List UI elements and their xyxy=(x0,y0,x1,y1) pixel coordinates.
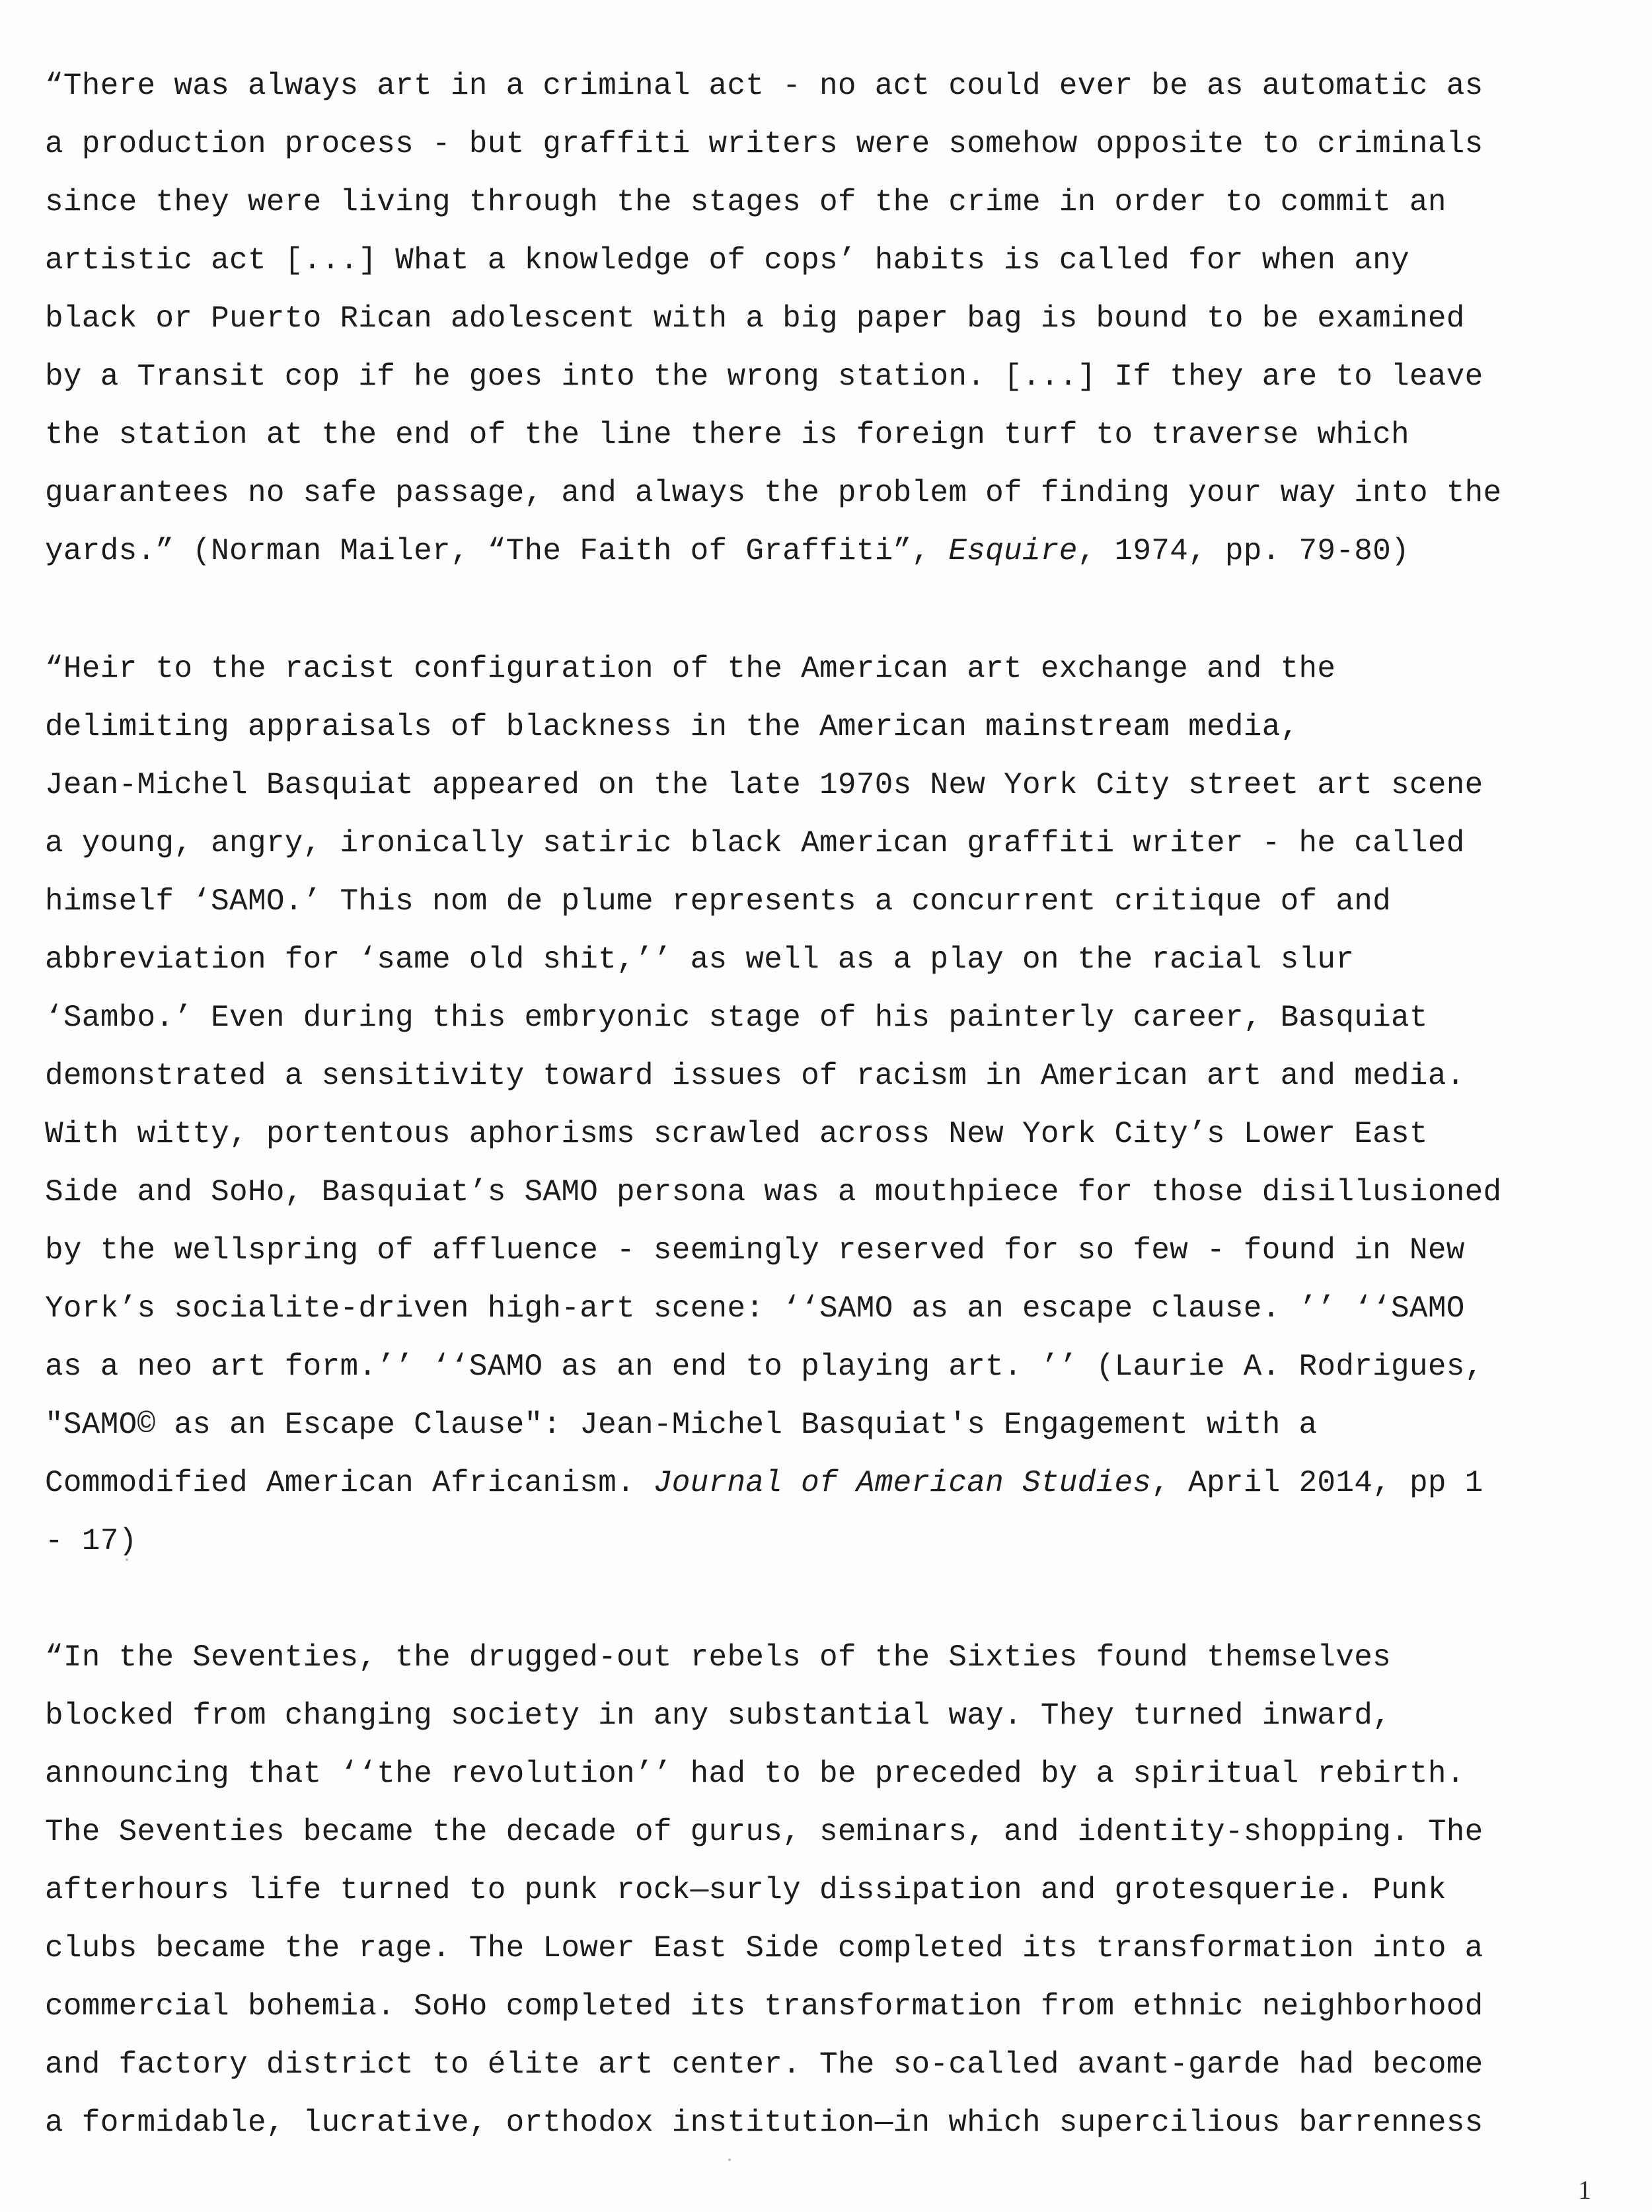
text-line: afterhours life turned to punk rock—surly dissipation and grotesquerie. Punk xyxy=(45,1873,1446,1907)
citation-text: Commodified American Africanism. xyxy=(45,1466,654,1500)
text-line: commercial bohemia. SoHo completed its transformation from ethnic neighborhood xyxy=(45,1989,1483,2024)
text-line: and factory district to élite art center. The so-called avant-garde had become xyxy=(45,2047,1483,2082)
citation-text: yards.” (Norman Mailer, “The Faith of Graffiti”, xyxy=(45,534,949,568)
text-line: by the wellspring of affluence - seemingly reserved for so few - found in New xyxy=(45,1233,1465,1268)
text-line: a young, angry, ironically satiric black American graffiti writer - he called xyxy=(45,826,1465,860)
text-line: delimiting appraisals of blackness in the American mainstream media, xyxy=(45,710,1299,744)
citation-line xyxy=(45,522,1501,580)
paragraph-rodrigues-quote xyxy=(45,640,1501,1570)
text-line: guarantees no safe passage, and always the problem of finding your way into the xyxy=(45,476,1502,510)
text-line: - 17) xyxy=(45,1524,137,1558)
paragraph-mailer-quote xyxy=(45,57,1501,580)
text-line: Side and SoHo, Basquiat’s SAMO persona was a mouthpiece for those disillusioned xyxy=(45,1175,1502,1209)
text-line: announcing that ‘‘the revolution’’ had to be preceded by a spiritual rebirth. xyxy=(45,1757,1465,1791)
text-line: blocked from changing society in any substantial way. They turned inward, xyxy=(45,1698,1392,1733)
citation-text: , April 2014, pp 1 xyxy=(1151,1466,1483,1500)
text-line: The Seventies became the decade of gurus, seminars, and identity-shopping. The xyxy=(45,1815,1483,1849)
text-line: demonstrated a sensitivity toward issues of racism in American art and media. xyxy=(45,1059,1465,1093)
citation-source-title: Esquire xyxy=(948,534,1078,568)
citation-source-title: Journal of American Studies xyxy=(653,1466,1152,1500)
text-line: abbreviation for ‘same old shit,’’ as well as a play on the racial slur xyxy=(45,942,1355,977)
text-line: black or Puerto Rican adolescent with a big paper bag is bound to be examined xyxy=(45,301,1465,336)
text-line: “In the Seventies, the drugged-out rebels of the Sixties found themselves xyxy=(45,1640,1392,1675)
text-line: With witty, portentous aphorisms scrawled across New York City’s Lower East xyxy=(45,1117,1428,1151)
text-line: Jean-Michel Basquiat appeared on the late 1970s New York City street art scene xyxy=(45,768,1483,802)
text-line: as a neo art form.’’ ‘‘SAMO as an end to playing art. ’’ (Laurie A. Rodrigues, xyxy=(45,1350,1483,1384)
scan-speck xyxy=(728,2158,731,2161)
paragraph-seventies-quote xyxy=(45,1628,1483,2152)
text-line: the station at the end of the line there is foreign turf to traverse which xyxy=(45,418,1409,452)
text-line: York’s socialite-driven high-art scene: ‘‘SAMO as an escape clause. ’’ ‘‘SAMO xyxy=(45,1291,1465,1326)
text-line: “Heir to the racist configuration of the American art exchange and the xyxy=(45,652,1336,686)
text-line: a production process - but graffiti writers were somehow opposite to criminals xyxy=(45,127,1483,161)
text-line: "SAMO© as an Escape Clause": Jean-Michel Basquiat's Engagement with a xyxy=(45,1408,1318,1442)
text-line: artistic act [...] What a knowledge of cops’ habits is called for when any xyxy=(45,243,1409,278)
text-line: clubs became the rage. The Lower East Side completed its transformation into a xyxy=(45,1931,1483,1965)
citation-line xyxy=(45,1454,1501,1512)
text-line: since they were living through the stages of the crime in order to commit an xyxy=(45,185,1446,219)
text-line: himself ‘SAMO.’ This nom de plume represents a concurrent critique of and xyxy=(45,884,1392,919)
text-line: by a Transit cop if he goes into the wrong station. [...] If they are to leave xyxy=(45,360,1483,394)
text-line: ‘Sambo.’ Even during this embryonic stage of his painterly career, Basquiat xyxy=(45,1001,1428,1035)
citation-text: , 1974, pp. 79-80) xyxy=(1077,534,1409,568)
page-number: 1 xyxy=(1578,2175,1591,2205)
text-line: a formidable, lucrative, orthodox institution—in which supercilious barrenness xyxy=(45,2106,1483,2140)
text-line: “There was always art in a criminal act - no act could ever be as automatic as xyxy=(45,69,1483,103)
scan-speck xyxy=(126,1558,128,1561)
